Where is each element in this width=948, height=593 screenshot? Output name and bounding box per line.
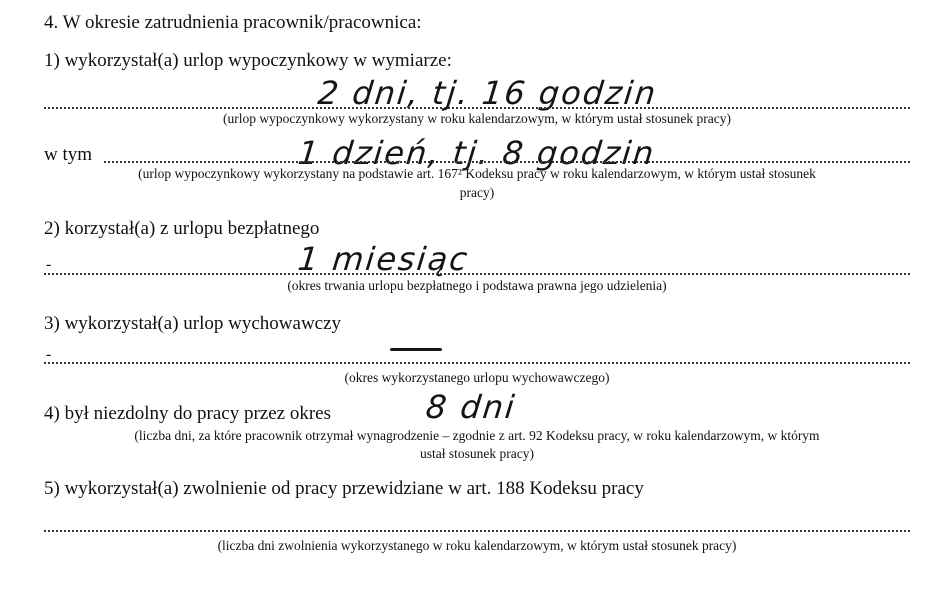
item2-prefix: - — [46, 256, 52, 273]
item4-handwritten-value: 8 dni — [424, 388, 519, 426]
item3-caption: (okres wykorzystanego urlopu wychowawczego) — [344, 370, 610, 385]
item3-label: 3) wykorzystał(a) urlop wychowawczy — [44, 313, 342, 334]
item2-caption: (okres trwania urlopu bezpłatnego i podstawa prawna jego udzielenia) — [287, 278, 667, 293]
item4-caption-line2: ustał stosunek pracy) — [420, 446, 534, 461]
item2-fill-line — [44, 273, 910, 275]
item1-sub-caption-line1: (urlop wypoczynkowy wykorzystany na podstawie art. 167² Kodeksu pracy w roku kalendarzowym, w którym ustał stosunek — [138, 166, 816, 181]
item2-handwritten-value: 1 miesiąc — [296, 240, 472, 278]
item1-sub-caption-line2: pracy) — [459, 185, 495, 200]
item1-sub-handwritten-value: 1 dzień, tj. 8 godzin — [296, 134, 658, 172]
item3-prefix: - — [46, 346, 52, 363]
item1-caption: (urlop wypoczynkowy wykorzystany w roku kalendarzowym, w którym ustał stosunek pracy) — [222, 111, 731, 126]
item1-label: 1) wykorzystał(a) urlop wypoczynkowy w wymiarze: — [44, 50, 452, 71]
section-title: 4. W okresie zatrudnienia pracownik/pracownica: — [44, 12, 422, 33]
item4-caption-line1: (liczba dni, za które pracownik otrzymał wynagrodzenie – zgodnie z art. 92 Kodeksu pracy, w roku kalendarzowym, w którym — [134, 428, 820, 443]
item1-handwritten-value: 2 dni, tj. 16 godzin — [316, 74, 660, 112]
item1-sub-label: w tym — [44, 144, 93, 165]
item5-caption: (liczba dni zwolnienia wykorzystanego w roku kalendarzowym, w którym ustał stosunek pracy) — [217, 538, 737, 553]
item1-sub-fill-line — [104, 161, 910, 163]
item5-label: 5) wykorzystał(a) zwolnienie od pracy przewidziane w art. 188 Kodeksu pracy — [44, 478, 644, 499]
item2-label: 2) korzystał(a) z urlopu bezpłatnego — [44, 218, 320, 239]
item3-fill-line — [44, 362, 910, 364]
item4-label: 4) był niezdolny do pracy przez okres — [44, 403, 332, 424]
item3-dash-mark — [390, 348, 442, 351]
item5-fill-line — [44, 530, 910, 532]
item1-fill-line — [44, 107, 910, 109]
